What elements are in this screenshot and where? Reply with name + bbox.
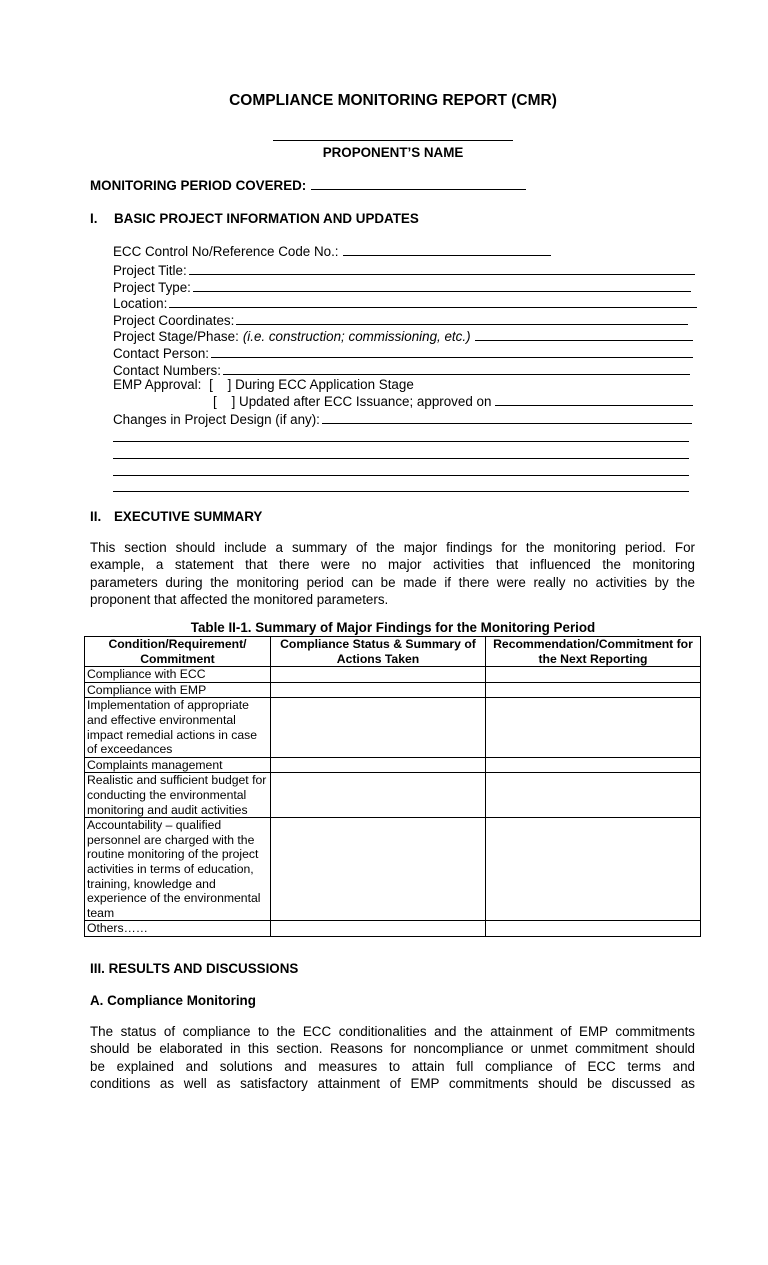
status-cell[interactable] [271, 698, 486, 757]
emp-option1-label: During ECC Application Stage [235, 377, 414, 392]
project-title-blank[interactable] [189, 273, 695, 275]
emp-approval-label: EMP Approval: [113, 377, 202, 392]
changes-row [113, 410, 692, 427]
recommendation-cell[interactable] [486, 773, 701, 818]
proponent-name-blank[interactable] [273, 128, 513, 141]
major-findings-table [84, 636, 701, 937]
paragraph-line: The status of compliance to the ECC conditionalities and the attainment of EMP commitments [90, 1024, 695, 1039]
proponent-name-label: PROPONENT’S NAME [322, 145, 464, 160]
contact-person-label: Contact Person: [113, 346, 210, 361]
emp-approved-date-blank[interactable] [495, 405, 693, 406]
project-title-label: Project Title: [113, 263, 187, 278]
changes-blank-line[interactable] [113, 440, 689, 442]
recommendation-cell[interactable] [486, 921, 701, 937]
changes-label: Changes in Project Design (if any): [113, 412, 320, 427]
contact-person-row [113, 344, 693, 361]
column-header: Compliance Status & Summary of Actions Taken [271, 637, 486, 667]
condition-cell: Others…… [85, 921, 271, 937]
contact-person-blank[interactable] [211, 356, 693, 358]
condition-cell: Compliance with ECC [85, 667, 271, 683]
recommendation-cell[interactable] [486, 818, 701, 921]
table-row [85, 773, 701, 818]
emp-option2-checkbox[interactable]: [ ] [213, 394, 240, 409]
location-label: Location: [113, 296, 168, 311]
project-type-label: Project Type: [113, 280, 191, 295]
recommendation-cell[interactable] [486, 667, 701, 683]
status-cell[interactable] [271, 921, 486, 937]
ecc-control-row [113, 244, 551, 259]
table-caption: Table II-1. Summary of Major Findings for the Monitoring Period [190, 620, 596, 635]
condition-cell: Complaints management [85, 757, 271, 773]
ecc-control-blank[interactable] [343, 255, 551, 256]
recommendation-cell[interactable] [486, 682, 701, 698]
recommendation-cell[interactable] [486, 698, 701, 757]
status-cell[interactable] [271, 682, 486, 698]
table-row [85, 757, 701, 773]
emp-option1-checkbox[interactable]: [ ] [209, 377, 232, 392]
executive-summary-paragraph [90, 539, 695, 608]
paragraph-line: conditions as well as satisfactory attainment of EMP commitments should be discussed as [90, 1075, 695, 1091]
project-coordinates-row [113, 311, 688, 328]
changes-blank-line[interactable] [113, 457, 689, 459]
changes-blank-line[interactable] [113, 490, 689, 492]
table-row [85, 698, 701, 757]
table-row [85, 921, 701, 937]
paragraph-line: proponent that affected the monitored parameters. [90, 591, 389, 607]
condition-cell: Implementation of appropriate and effective environmental impact remedial actions in case of exceedances [85, 698, 271, 757]
table-row [85, 818, 701, 921]
project-coordinates-label: Project Coordinates: [113, 313, 235, 328]
project-stage-row [113, 327, 693, 344]
paragraph-line: should be elaborated in this section. Reasons for noncompliance or unmet commitment should [90, 1041, 695, 1057]
status-cell[interactable] [271, 757, 486, 773]
condition-cell: Accountability – qualified personnel are charged with the routine monitoring of the project activities in terms of education, training, knowledge and experience of the environmental team [85, 818, 271, 921]
project-stage-hint: (i.e. construction; commissioning, etc.) [242, 329, 471, 344]
emp-option2-label: Updated after ECC Issuance; approved on [239, 394, 492, 409]
project-coordinates-blank[interactable] [236, 323, 688, 325]
table-row [85, 667, 701, 683]
section3-subheading: A. Compliance Monitoring [90, 993, 256, 1008]
status-cell[interactable] [271, 773, 486, 818]
ecc-control-label: ECC Control No/Reference Code No.: [113, 244, 339, 259]
project-stage-label: Project Stage/Phase: [113, 329, 239, 344]
status-cell[interactable] [271, 667, 486, 683]
project-stage-blank[interactable] [475, 339, 693, 341]
emp-approval-row [113, 377, 414, 392]
document-title: COMPLIANCE MONITORING REPORT (CMR) [229, 92, 557, 109]
paragraph-line: parameters during the monitoring period can be made if there were really no activities by the [90, 574, 695, 590]
compliance-monitoring-paragraph [90, 1023, 695, 1092]
location-row [113, 294, 697, 311]
contact-numbers-label: Contact Numbers: [113, 363, 221, 378]
changes-blank-line[interactable] [113, 474, 689, 476]
table-header-row [85, 637, 701, 667]
section1-heading: BASIC PROJECT INFORMATION AND UPDATES [114, 211, 419, 226]
project-type-row [113, 278, 691, 295]
contact-numbers-row [113, 361, 690, 378]
project-type-blank[interactable] [193, 290, 691, 292]
condition-cell: Compliance with EMP [85, 682, 271, 698]
section2-heading-number: II. [90, 509, 102, 524]
section2-heading: EXECUTIVE SUMMARY [114, 509, 263, 524]
changes-blank[interactable] [322, 422, 692, 424]
paragraph-line: example, a statement that there were no major activities that influenced the monitoring [90, 557, 695, 573]
project-title-row [113, 261, 695, 278]
section3-heading: III. RESULTS AND DISCUSSIONS [90, 961, 299, 976]
column-header: Recommendation/Commitment for the Next Reporting [486, 637, 701, 667]
monitoring-period-row [90, 178, 526, 193]
status-cell[interactable] [271, 818, 486, 921]
table-row [85, 682, 701, 698]
monitoring-period-blank[interactable] [311, 189, 526, 190]
condition-cell: Realistic and sufficient budget for conducting the environmental monitoring and audit activities [85, 773, 271, 818]
emp-option2-row [213, 394, 693, 409]
recommendation-cell[interactable] [486, 757, 701, 773]
section1-heading-number: I. [90, 211, 98, 226]
paragraph-line: This section should include a summary of the major findings for the monitoring period. For [90, 540, 695, 555]
column-header: Condition/Requirement/ Commitment [85, 637, 271, 667]
location-blank[interactable] [169, 306, 697, 308]
monitoring-period-label: MONITORING PERIOD COVERED: [90, 178, 307, 193]
contact-numbers-blank[interactable] [223, 373, 690, 375]
paragraph-line: be explained and solutions and measures to attain full compliance of ECC terms and [90, 1058, 695, 1074]
